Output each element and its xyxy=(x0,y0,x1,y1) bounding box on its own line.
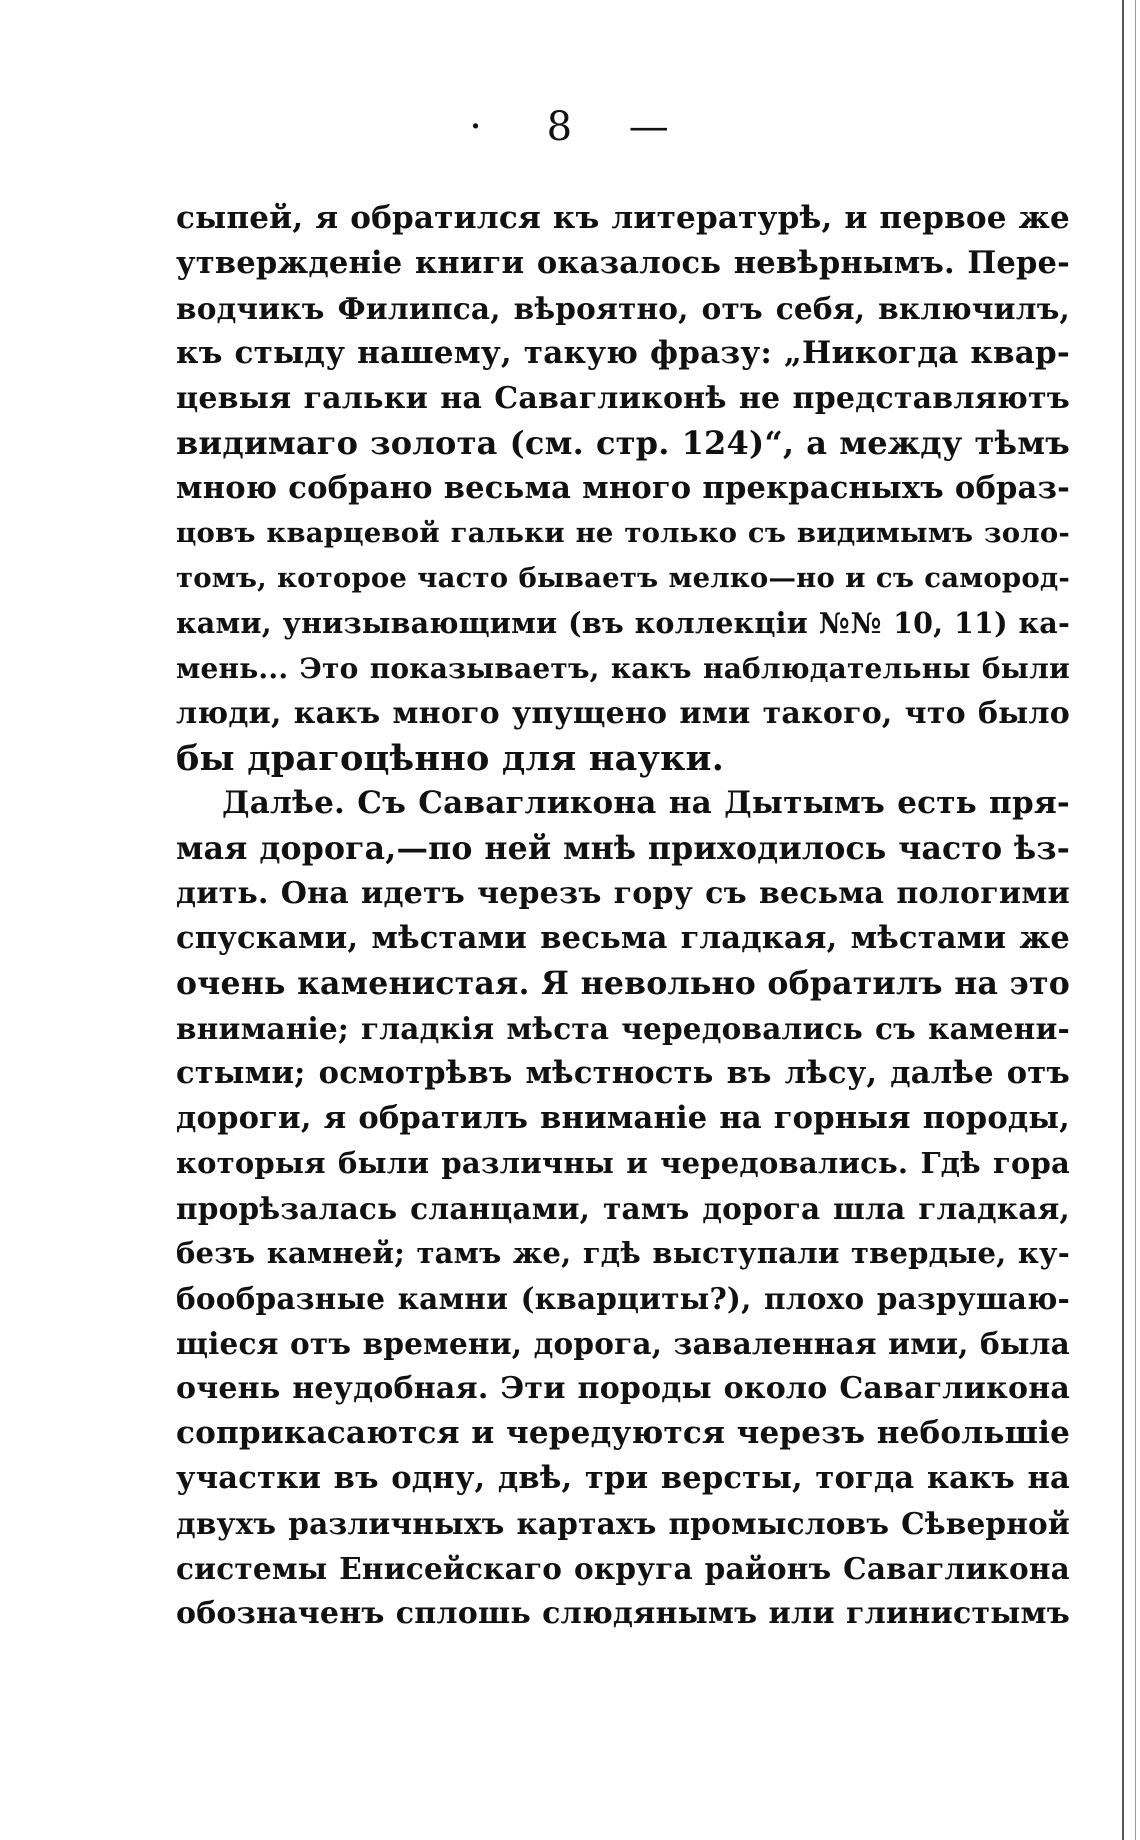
text-line: прорѣзалась сланцами, тамъ дорога шла гладкая, xyxy=(176,1191,1070,1226)
text-line: къ стыду нашему, такую фразу: „Никогда квар- xyxy=(176,335,1070,371)
header-dash: — xyxy=(628,104,671,150)
page-edge-line xyxy=(1122,0,1124,1840)
text-line: участки въ одну, двѣ, три версты, тогда какъ на xyxy=(176,1460,1070,1496)
text-line: мая дорога,—по ней мнѣ приходилось часто ѣз- xyxy=(176,830,1070,867)
header-dot: · xyxy=(469,104,484,150)
text-line: сыпей, я обратился къ литературѣ, и первое же xyxy=(176,200,1070,236)
text-line: бы драгоцѣнно для науки. xyxy=(176,738,725,779)
text-line: очень неудобная. Эти породы около Савагликона xyxy=(176,1371,1070,1406)
text-line: мною собрано весьма много прекрасныхъ образ- xyxy=(176,470,1070,506)
text-line: дить. Она идетъ черезъ гору съ весьма пологими xyxy=(176,876,1070,911)
page-number: 8 xyxy=(546,104,575,150)
text-line: соприкасаются и чередуются черезъ небольшіе xyxy=(176,1415,1070,1451)
text-line: утвержденіе книги оказалось невѣрнымъ. Пере- xyxy=(176,245,1070,281)
text-line: водчикъ Филипса, вѣроятно, отъ себя, включилъ, xyxy=(176,291,1070,326)
text-line: обозначенъ сплошь слюдянымъ или глинистымъ xyxy=(176,1596,1070,1631)
text-line: безъ камней; тамъ же, гдѣ выступали твердые, ку- xyxy=(176,1236,1070,1270)
text-line: ками, унизывающими (въ коллекціи №№ 10, 11) ка- xyxy=(176,606,1070,640)
body-text xyxy=(176,196,1070,1636)
text-line: люди, какъ много упущено ими такого, что было xyxy=(176,696,1070,731)
text-line: мень... Это показываетъ, какъ наблюдательны были xyxy=(176,652,1070,685)
text-line: вниманіе; гладкія мѣста чередовались съ камени- xyxy=(176,1011,1070,1046)
text-line: очень каменистая. Я невольно обратилъ на это xyxy=(176,965,1070,1002)
text-line: двухъ различныхъ картахъ промысловъ Сѣверной xyxy=(176,1506,1070,1541)
page-header xyxy=(0,104,1140,150)
text-line: которыя были различны и чередовались. Гдѣ гора xyxy=(176,1146,1070,1180)
page-edge-line xyxy=(1135,0,1136,1840)
text-line: бообразные камни (кварциты?), плохо разрушаю- xyxy=(176,1281,1070,1316)
text-line: щіеся отъ времени, дорога, заваленная ими, была xyxy=(176,1326,1070,1361)
text-line: томъ, которое часто бываетъ мелко—но и съ самород- xyxy=(176,562,1070,594)
text-line: видимаго золота (см. стр. 124)“, а между тѣмъ xyxy=(176,424,1070,462)
text-line: дороги, я обратилъ вниманіе на горныя породы, xyxy=(176,1100,1070,1136)
text-line: цевыя гальки на Савагликонѣ не представляютъ xyxy=(176,381,1070,416)
text-line: Далѣе. Съ Савагликона на Дытымъ есть пря- xyxy=(222,785,1070,821)
text-line: цовъ кварцевой гальки не только съ видимымъ золо- xyxy=(176,517,1070,549)
text-line: стыми; осмотрѣвъ мѣстность въ лѣсу, далѣе отъ xyxy=(176,1055,1070,1091)
text-line: системы Енисейскаго округа районъ Савагликона xyxy=(176,1551,1070,1586)
text-line: спусками, мѣстами весьма гладкая, мѣстами же xyxy=(176,920,1070,956)
